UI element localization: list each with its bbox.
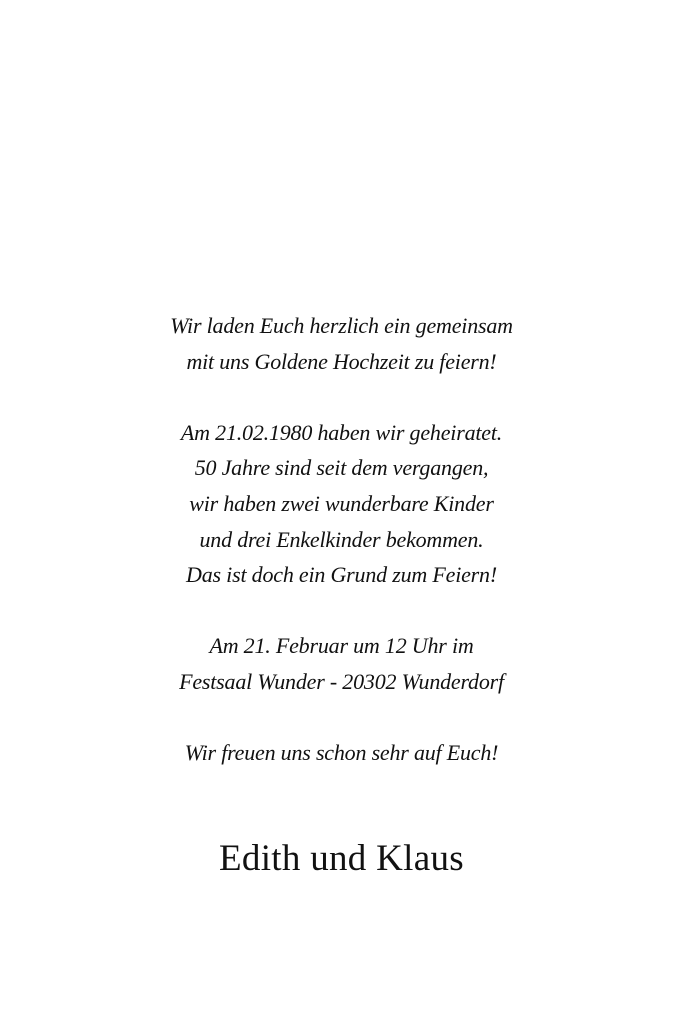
signature-names: Edith und Klaus [219,838,464,879]
invitation-line: Festsaal Wunder - 20302 Wunderdorf [179,668,504,694]
invitation-line: und drei Enkelkinder bekommen. [199,526,484,552]
invitation-line: Wir freuen uns schon sehr auf Euch! [184,740,499,766]
invitation-line: Am 21. Februar um 12 Uhr im [209,633,474,659]
paragraph-gap [0,700,683,736]
invitation-line: Wir laden Euch herzlich ein gemeinsam [170,313,513,338]
invitation-text [0,308,683,771]
paragraph-gap [0,593,683,629]
paragraph-gap [0,379,683,415]
invitation-line: wir haben zwei wunderbare Kinder [189,490,494,516]
invitation-line: mit uns Goldene Hochzeit zu feiern! [186,348,497,374]
invitation-line: Das ist doch ein Grund zum Feiern! [186,562,497,588]
invitation-line: Am 21.02.1980 haben wir geheiratet. [180,419,503,445]
invitation-line: 50 Jahre sind seit dem vergangen, [194,455,489,481]
